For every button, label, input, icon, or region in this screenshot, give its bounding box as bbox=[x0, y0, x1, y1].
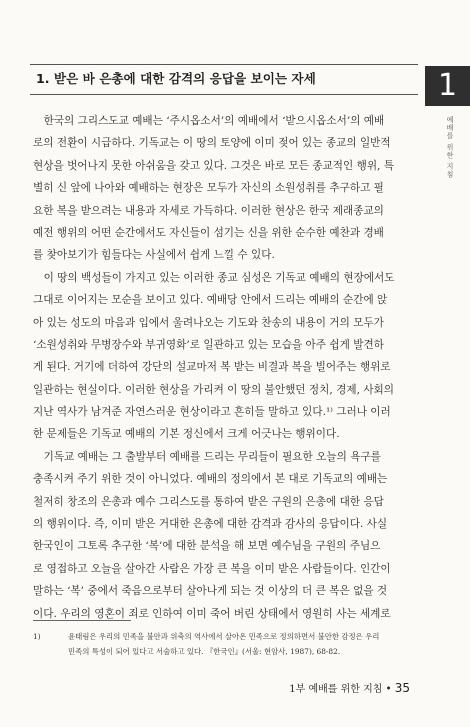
chapter-number: 1 bbox=[437, 68, 458, 103]
footnote-rule bbox=[33, 620, 131, 621]
body-line: 를 찾아보기가 힘들다는 사실에서 쉽게 느낄 수 있다. bbox=[33, 249, 275, 262]
footnote-line: 윤태림은 우리의 민족을 불안과 위축의 역사에서 살아온 민족으로 정의하면서 불안한 감정은 우리 bbox=[68, 632, 380, 641]
body-line: 별히 신 앞에 나아와 예배하는 현장은 모두가 자신의 소원성취를 추구하고 필 bbox=[33, 182, 384, 195]
body-line: 아 있는 성도의 마음과 입에서 울려나오는 기도와 찬송의 내용이 거의 모두가 bbox=[33, 316, 384, 329]
body-line: 지난 역사가 남겨준 자연스러운 현상이라고 흔히들 말하고 있다.¹⁾ 그러나 이러 bbox=[33, 406, 391, 419]
footnote-number: 1) bbox=[33, 632, 41, 641]
body-line: 로 영접하고 오늘을 살아간 사람은 가장 큰 복을 이미 받은 사람들이다. 인간이 bbox=[33, 562, 391, 575]
body-line: 기독교 예배는 그 출발부터 예배를 드리는 무리들이 필요한 오늘의 욕구를 bbox=[33, 450, 381, 463]
chapter-side-caption: 예배를 위한 지침 bbox=[446, 116, 454, 179]
body-line: 이다. 우리의 영혼이 죄로 인하여 이미 죽어 버린 상태에서 영원히 사는 세계로 bbox=[33, 607, 391, 620]
body-line: 철저히 창조의 은총과 예수 그리스도를 통하여 받은 구원의 은총에 대한 응답 bbox=[33, 495, 384, 508]
body-line: 말하는 ‘복’ 중에서 죽음으로부터 살아나게 되는 것 이상의 더 큰 복은 없을 것 bbox=[33, 585, 388, 598]
page-number: 35 bbox=[394, 681, 410, 695]
body-line: 한국인이 그토록 추구한 ‘복’에 대한 분석을 해 보면 예수님을 구원의 주님으 bbox=[33, 540, 381, 553]
chapter-tab bbox=[425, 66, 470, 106]
body-line: 현상을 벗어나지 못한 아쉬움을 갖고 있다. 그것은 바로 모든 종교적인 행위, 특 bbox=[33, 159, 395, 172]
body-line: 로의 전환이 시급하다. 기독교는 이 땅의 토양에 이미 젖어 있는 종교의 일반적 bbox=[33, 137, 391, 150]
body-text bbox=[33, 110, 421, 625]
footnote-text bbox=[68, 629, 420, 659]
body-line: 예전 행위의 어떤 순간에서도 자신들이 섬기는 신을 위한 순수한 예찬과 경배 bbox=[33, 226, 384, 239]
heading-bottom-rule bbox=[30, 94, 418, 95]
body-line: 요한 복을 받으려는 내용과 자세로 가득하다. 이러한 현상은 한국 제래종교의 bbox=[33, 204, 384, 217]
body-line: 그대로 이어지는 모순을 보이고 있다. 예배당 안에서 드리는 예배의 순간에 앉 bbox=[33, 294, 388, 307]
body-line: 이 땅의 백성들이 가지고 있는 이러한 종교 심성은 기독교 예배의 현장에서도 bbox=[33, 271, 395, 284]
page-footer bbox=[289, 680, 410, 695]
footer-separator: • bbox=[385, 684, 392, 695]
body-line: 한 문제들은 기독교 예배의 기본 정신에서 크게 어긋나는 행위이다. bbox=[33, 428, 340, 441]
body-line: 게 된다. 거기에 더하여 강단의 설교마저 복 받는 비결과 복을 빌어주는 행위로 bbox=[33, 361, 391, 374]
body-line: ‘소원성취와 무병장수와 부귀영화’로 일관하고 있는 모습을 아주 쉽게 발견하 bbox=[33, 338, 384, 351]
footnote-line: 민족의 특성이 되어 있다고 서술하고 있다. 『한국인』(서울: 현암사, 1987), 68-82. bbox=[68, 647, 341, 656]
section-heading: 1. 받은 바 은총에 대한 감격의 응답을 보이는 자세 bbox=[36, 71, 316, 86]
running-title: 1부 예배를 위한 지침 bbox=[289, 684, 383, 695]
body-line: 의 행위이다. 즉, 이미 받은 거대한 은총에 대한 감격과 감사의 응답이다. 사실 bbox=[33, 518, 388, 531]
body-line: 충족시켜 주기 위한 것이 아니었다. 예배의 정의에서 본 대로 기독교의 예배는 bbox=[33, 473, 388, 486]
body-line: 일관하는 현실이다. 이러한 현상을 가리켜 이 땅의 불안했던 정치, 경제, 사회의 bbox=[33, 383, 395, 396]
body-line: 한국의 그리스도교 예배는 ‘주시옵소서’의 예배에서 ‘받으시옵소서’의 예배 bbox=[33, 115, 385, 127]
heading-top-rule bbox=[30, 64, 418, 65]
